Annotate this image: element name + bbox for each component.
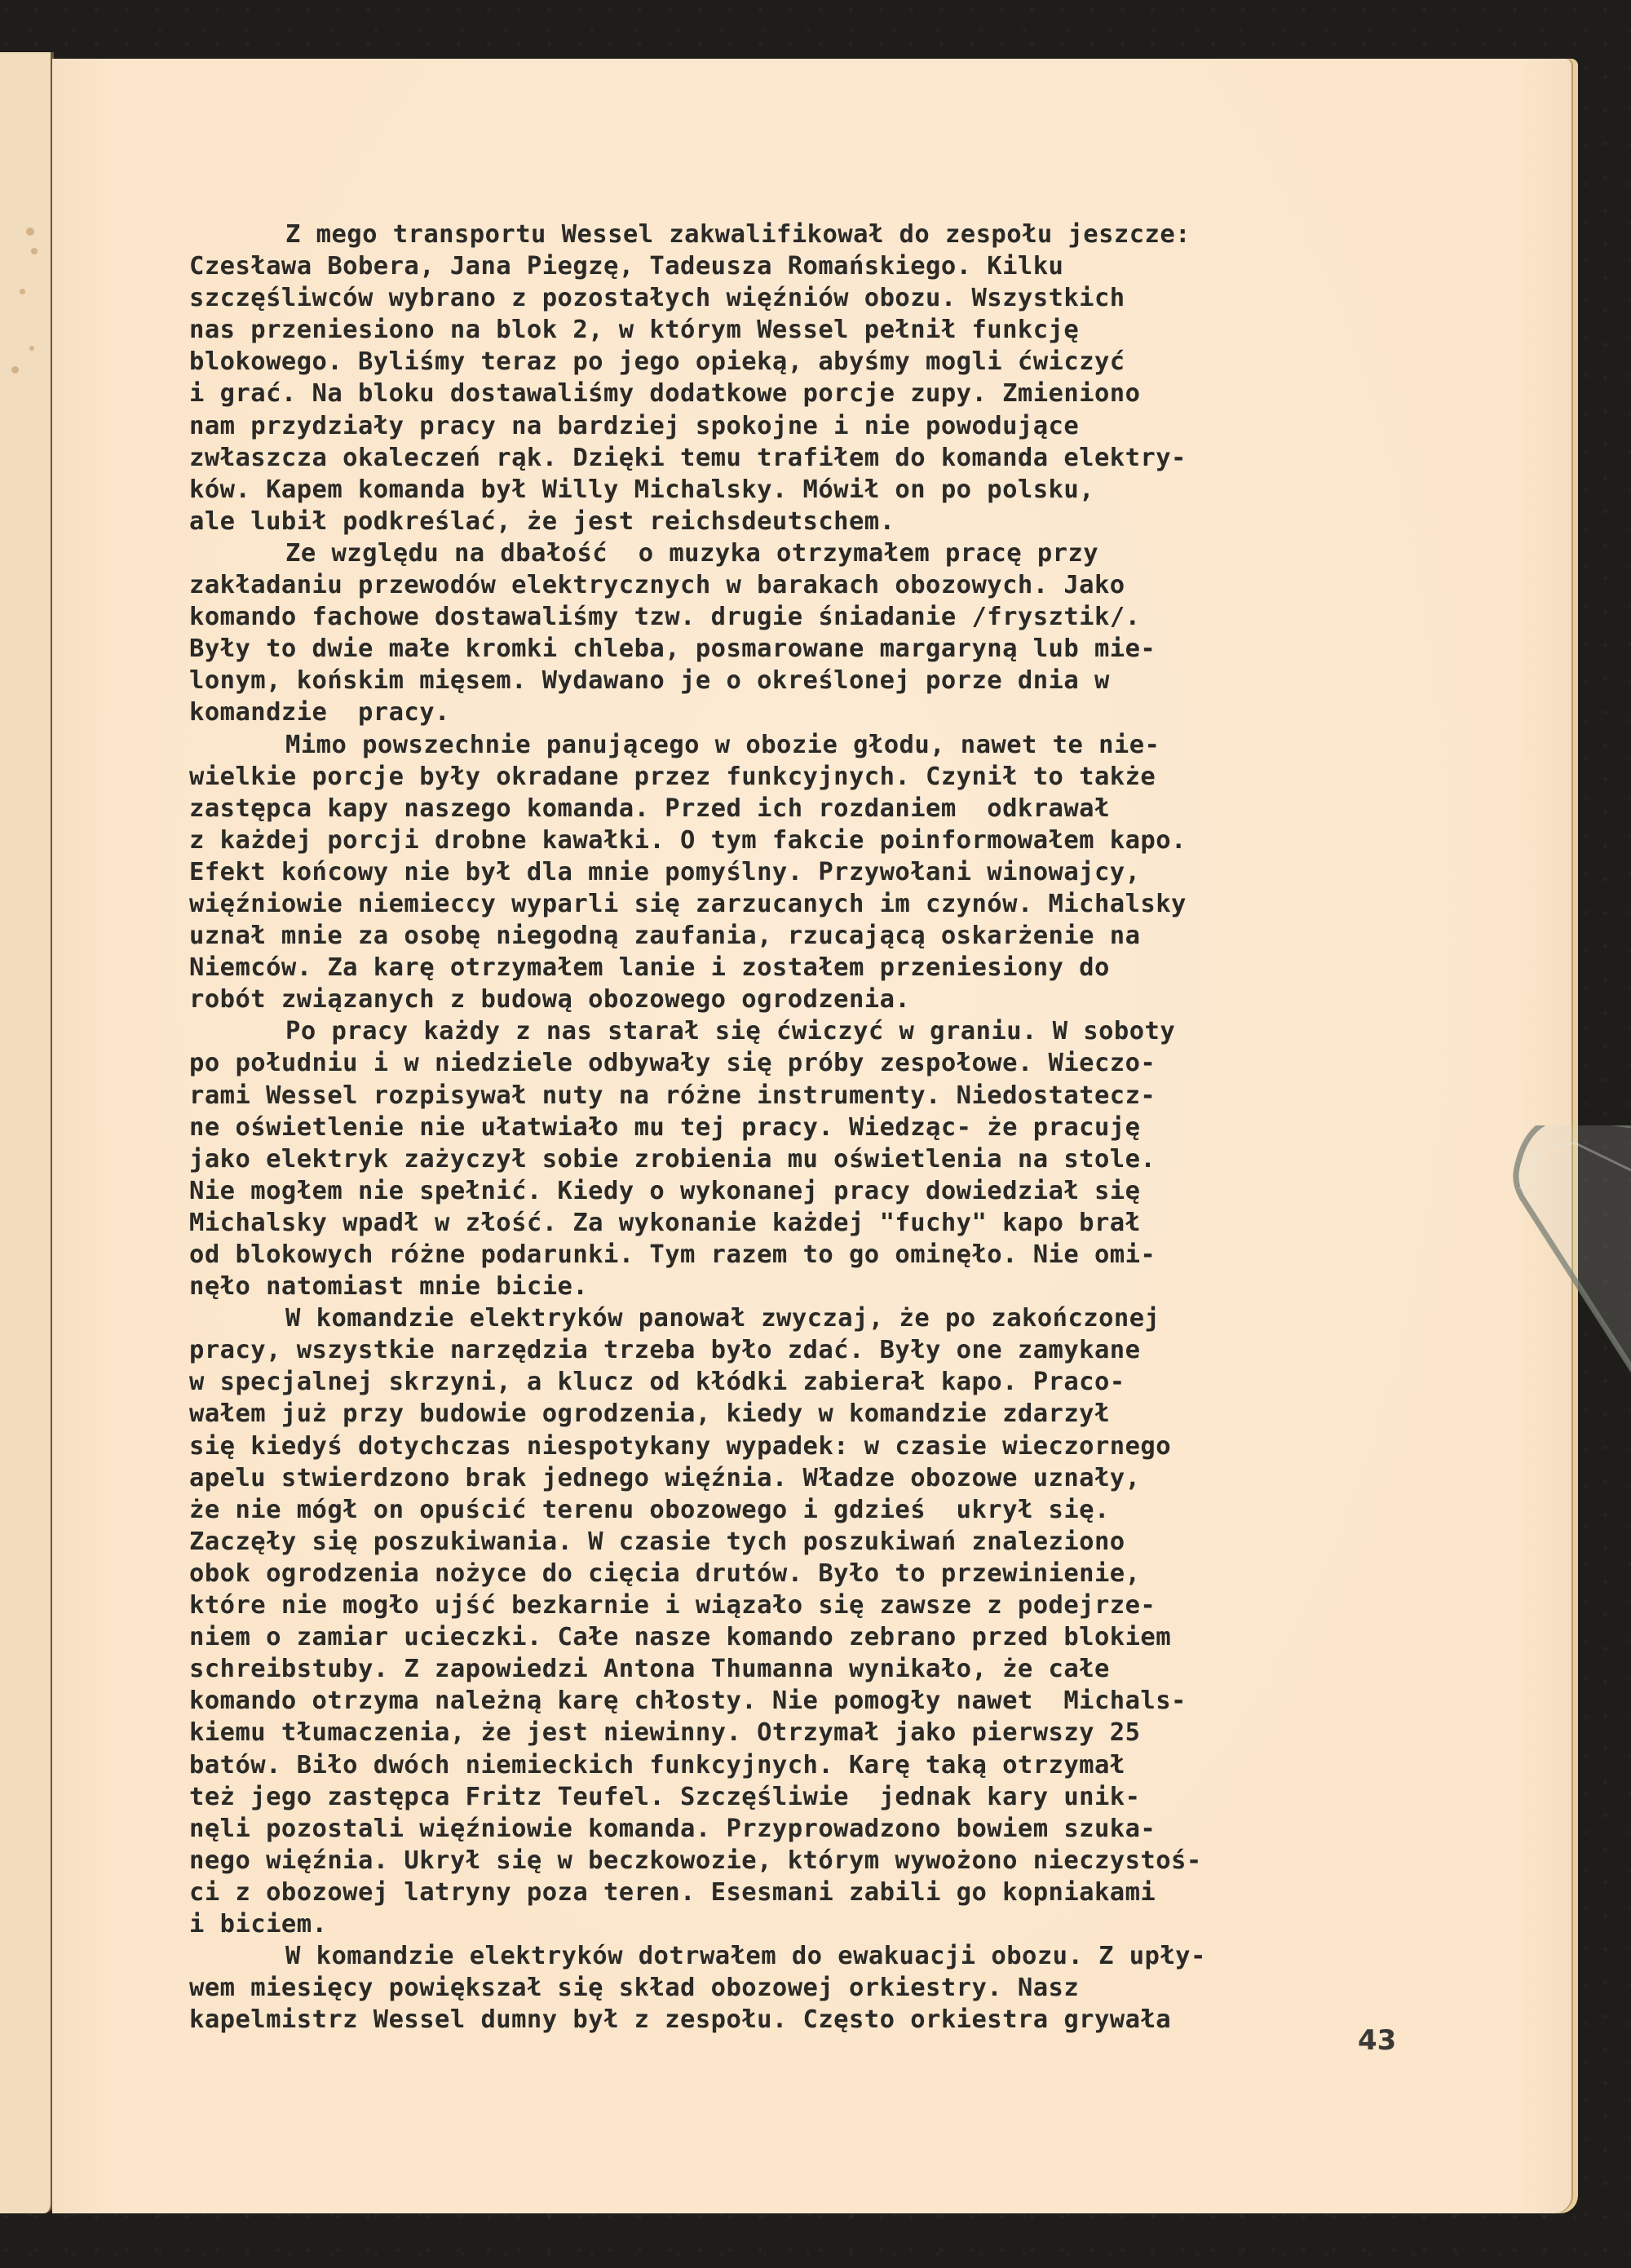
text-line: nęli pozostali więźniowie komanda. Przyprowadzono bowiem szuka- — [189, 1814, 1156, 1843]
paper-stain — [29, 346, 34, 351]
paper-stain — [31, 248, 38, 254]
paper-stain — [26, 228, 34, 236]
text-line: które nie mogło ujść bezkarnie i wiązało się zawsze z podejrze- — [189, 1591, 1156, 1620]
text-line: zakładaniu przewodów elektrycznych w barakach obozowych. Jako — [189, 571, 1125, 600]
text-line: schreibstuby. Z zapowiedzi Antona Thumanna wynikało, że całe — [189, 1655, 1110, 1684]
text-line: ków. Kapem komanda był Willy Michalsky. Mówił on po polsku, — [189, 475, 1094, 504]
text-line: wem miesięcy powiększał się skład obozowej orkiestry. Nasz — [189, 1974, 1080, 2003]
text-line: nam przydziały pracy na bardziej spokojne i nie powodujące — [189, 411, 1080, 440]
text-line: i biciem. — [189, 1909, 328, 1939]
text-line: ne oświetlenie nie ułatwiało mu tej pracy. Wiedząc- że pracuję — [189, 1112, 1141, 1142]
text-line: wielkie porcje były okradane przez funkcyjnych. Czynił to także — [189, 762, 1156, 791]
text-line: więźniowie niemieccy wyparli się zarzucanych im czynów. Michalsky — [189, 889, 1187, 918]
text-line: zwłaszcza okaleczeń rąk. Dzięki temu trafiłem do komanda elektry- — [189, 443, 1187, 472]
text-line: że nie mógł on opuścić terenu obozowego i gdzieś ukrył się. — [189, 1495, 1110, 1524]
paper-stain — [11, 366, 19, 374]
paragraph-first-line: Ze względu na dbałość o muzyka otrzymałem pracę przy — [285, 538, 1099, 568]
text-line: i grać. Na bloku dostawaliśmy dodatkowe porcje zupy. Zmieniono — [189, 379, 1141, 409]
text-line: Nie mogłem nie spełnić. Kiedy o wykonanej pracy dowiedział się — [189, 1176, 1141, 1205]
text-line: Efekt końcowy nie był dla mnie pomyślny. Przywołani winowajcy, — [189, 857, 1141, 886]
text-line: też jego zastępca Fritz Teufel. Szczęśliwie jednak kary unik- — [189, 1782, 1141, 1811]
text-line: uznał mnie za osobę niegodną zaufania, rzucającą oskarżenie na — [189, 922, 1141, 951]
text-line: Czesława Bobera, Jana Piegzę, Tadeusza Romańskiego. Kilku — [189, 252, 1064, 281]
text-line: batów. Biło dwóch niemieckich funkcyjnych. Karę taką otrzymał — [189, 1750, 1125, 1779]
document-body-text — [189, 219, 1461, 2036]
paragraph-first-line: Po pracy każdy z nas starał się ćwiczyć w graniu. W soboty — [285, 1017, 1176, 1046]
text-line: Zaczęły się poszukiwania. W czasie tych poszukiwań znaleziono — [189, 1527, 1125, 1556]
text-line: szczęśliwców wybrano z pozostałych więźniów obozu. Wszystkich — [189, 284, 1125, 313]
text-line: kiemu tłumaczenia, że jest niewinny. Otrzymał jako pierwszy 25 — [189, 1718, 1141, 1748]
text-line: komando fachowe dostawaliśmy tzw. drugie śniadanie /frysztik/. — [189, 603, 1141, 632]
text-line: ale lubił podkreślać, że jest reichsdeutschem. — [189, 506, 895, 536]
text-line: kapelmistrz Wessel dumny był z zespołu. Często orkiestra grywała — [189, 2005, 1172, 2035]
text-line: niem o zamiar ucieczki. Całe nasze komando zebrano przed blokiem — [189, 1623, 1172, 1652]
paragraph-first-line: Z mego transportu Wessel zakwalifikował do zespołu jeszcze: — [285, 220, 1191, 249]
paragraph-first-line: W komandzie elektryków panował zwyczaj, że po zakończonej — [285, 1304, 1160, 1333]
text-line: Michalsky wpadł w złość. Za wykonanie każdej "fuchy" kapo brał — [189, 1208, 1141, 1237]
paper-stain — [20, 289, 25, 294]
text-line: obok ogrodzenia nożyce do cięcia drutów. Było to przewinienie, — [189, 1558, 1141, 1588]
text-line: Niemców. Za karę otrzymałem lanie i zostałem przeniesiony do — [189, 953, 1110, 983]
text-line: komandzie pracy. — [189, 698, 450, 727]
text-line: blokowego. Byliśmy teraz po jego opieką, abyśmy mogli ćwiczyć — [189, 347, 1125, 377]
text-line: wałem już przy budowie ogrodzenia, kiedy w komandzie zdarzył — [189, 1399, 1110, 1429]
previous-page-edge — [0, 52, 54, 2213]
text-line: komando otrzyma należną karę chłosty. Nie pomogły nawet Michals- — [189, 1687, 1187, 1716]
text-line: w specjalnej skrzyni, a klucz od kłódki zabierał kapo. Praco- — [189, 1368, 1125, 1397]
text-line: nas przeniesiono na blok 2, w którym Wessel pełnił funkcję — [189, 316, 1080, 345]
text-line: po południu i w niedziele odbywały się próby zespołowe. Wieczo- — [189, 1049, 1156, 1078]
text-line: pracy, wszystkie narzędzia trzeba było zdać. Były one zamykane — [189, 1336, 1141, 1365]
text-line: jako elektryk zażyczył sobie zrobienia mu oświetlenia na stole. — [189, 1144, 1156, 1174]
text-line: z każdej porcji drobne kawałki. O tym fakcie poinformowałem kapo. — [189, 825, 1187, 855]
text-line: apelu stwierdzono brak jednego więźnia. Władze obozowe uznały, — [189, 1463, 1141, 1492]
text-line: lonym, końskim mięsem. Wydawano je o określonej porze dnia w — [189, 666, 1110, 696]
page-number: 43 — [1358, 2024, 1397, 2057]
text-line: robót związanych z budową obozowego ogrodzenia. — [189, 985, 911, 1015]
text-line: nego więźnia. Ukrył się w beczkowozie, którym wywożono nieczystoś- — [189, 1846, 1202, 1875]
text-line: rami Wessel rozpisywał nuty na różne instrumenty. Niedostatecz- — [189, 1081, 1156, 1110]
text-line: od blokowych różne podarunki. Tym razem to go ominęło. Nie omi- — [189, 1240, 1156, 1269]
text-line: się kiedyś dotychczas niespotykany wypadek: w czasie wieczornego — [189, 1431, 1172, 1461]
text-line: nęło natomiast mnie bicie. — [189, 1272, 589, 1302]
text-line: zastępca kapy naszego komanda. Przed ich rozdaniem odkrawał — [189, 794, 1110, 823]
text-line: Były to dwie małe kromki chleba, posmarowane margaryną lub mie- — [189, 634, 1156, 664]
text-line: ci z obozowej latryny poza teren. Esesmani zabili go kopniakami — [189, 1877, 1156, 1907]
paragraph-first-line: W komandzie elektryków dotrwałem do ewakuacji obozu. Z upły- — [285, 1942, 1206, 1971]
paragraph-first-line: Mimo powszechnie panującego w obozie głodu, nawet te nie- — [285, 730, 1160, 759]
